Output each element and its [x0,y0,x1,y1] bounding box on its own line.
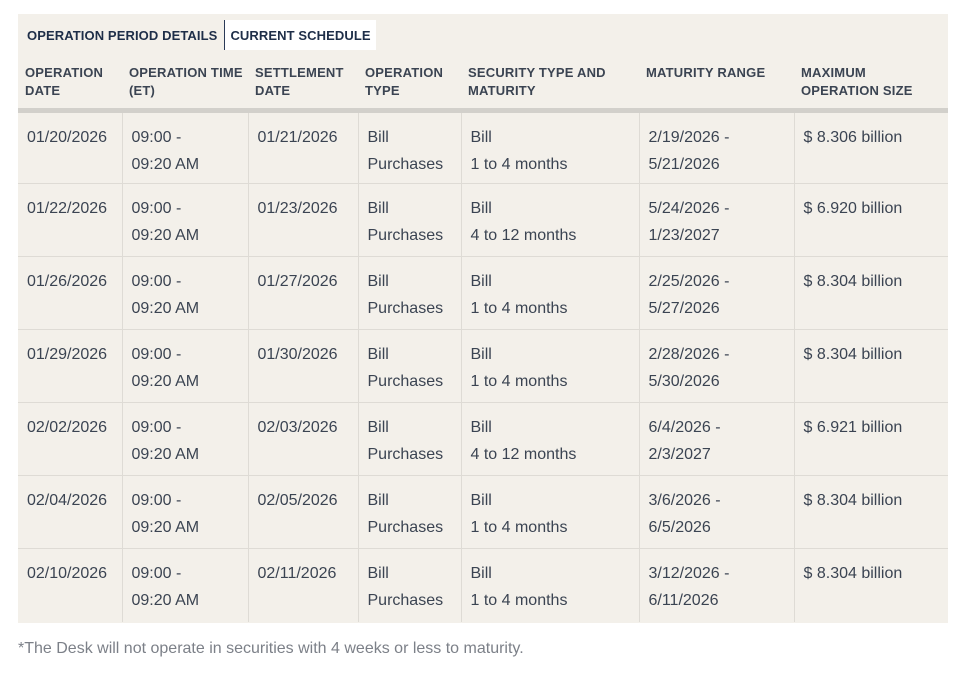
maturity-range-cell [639,403,794,476]
cell-line: Bill [470,273,492,290]
table-row [18,184,948,257]
column-header-line: (ET) [129,83,156,98]
cell-line: 09:00 - [131,200,182,217]
security-cell [461,257,639,330]
operation-date-cell: 02/02/2026 [18,403,122,476]
operation-date-cell: 02/10/2026 [18,549,122,622]
cell-line: 2/3/2027 [648,446,711,463]
security-cell [461,330,639,403]
settlement-date-cell: 01/27/2026 [248,257,358,330]
column-header-settlement-date [248,62,358,111]
cell-line: 09:20 AM [131,156,200,173]
settlement-date-cell: 02/03/2026 [248,403,358,476]
cell-line: 09:00 - [131,419,182,436]
column-header-line: MATURITY RANGE [646,65,766,80]
operation-size-cell: $ 8.304 billion [794,330,948,403]
settlement-date-cell: 01/23/2026 [248,184,358,257]
cell-line: 5/27/2026 [648,300,720,317]
settlement-date-cell: 01/30/2026 [248,330,358,403]
cell-line: 1 to 4 months [470,373,568,390]
column-header-line: SECURITY TYPE AND [468,65,606,80]
operation-time-cell [122,184,248,257]
operation-type-cell [358,330,461,403]
cell-line: Purchases [367,227,444,244]
operation-time-cell [122,403,248,476]
column-header-maturity-range [639,62,794,111]
security-cell [461,476,639,549]
column-header-line: OPERATION SIZE [801,83,913,98]
column-header-line: SETTLEMENT [255,65,344,80]
schedule-table [18,62,948,622]
cell-line: 6/4/2026 - [648,419,721,436]
cell-line: 09:20 AM [131,446,200,463]
cell-line: Bill [470,565,492,582]
cell-line: 09:00 - [131,565,182,582]
security-cell [461,403,639,476]
operation-time-cell [122,257,248,330]
maturity-range-cell [639,257,794,330]
cell-line: 2/19/2026 - [648,129,730,146]
column-header-operation-time [122,62,248,111]
cell-line: 4 to 12 months [470,227,577,244]
cell-line: Bill [367,273,389,290]
operation-time-cell [122,330,248,403]
cell-line: Purchases [367,519,444,536]
cell-line: Purchases [367,446,444,463]
column-header-line: MAXIMUM [801,65,866,80]
cell-line: Purchases [367,373,444,390]
cell-line: 1 to 4 months [470,592,568,609]
cell-line: 6/11/2026 [648,592,719,609]
tab-bar [18,20,376,50]
table-header [18,62,948,111]
column-header-line: DATE [25,83,61,98]
tab-current-schedule[interactable]: CURRENT SCHEDULE [225,20,375,50]
cell-line: Purchases [367,300,444,317]
operation-size-cell: $ 8.306 billion [794,111,948,184]
cell-line: Bill [470,129,492,146]
operation-date-cell: 01/26/2026 [18,257,122,330]
tab-operation-period-details[interactable]: OPERATION PERIOD DETAILS [18,20,225,50]
operation-type-cell [358,476,461,549]
cell-line: Purchases [367,592,444,609]
column-header-line: TYPE [365,83,400,98]
cell-line: 2/28/2026 - [648,346,730,363]
cell-line: 09:20 AM [131,592,200,609]
cell-line: 5/21/2026 [648,156,720,173]
operation-date-cell: 01/29/2026 [18,330,122,403]
column-header-operation-date [18,62,122,111]
column-header-line: OPERATION [25,65,104,80]
operation-type-cell [358,184,461,257]
column-header-line: OPERATION TIME [129,65,243,80]
column-header-operation-type [358,62,461,111]
cell-line: 09:20 AM [131,300,200,317]
operation-type-cell [358,403,461,476]
settlement-date-cell: 01/21/2026 [248,111,358,184]
cell-line: Purchases [367,156,444,173]
cell-line: Bill [367,129,389,146]
operation-date-cell: 02/04/2026 [18,476,122,549]
cell-line: 09:20 AM [131,519,200,536]
operation-time-cell [122,111,248,184]
table-row [18,549,948,622]
maturity-range-cell [639,330,794,403]
table-body [18,111,948,622]
cell-line: Bill [367,200,389,217]
settlement-date-cell: 02/11/2026 [248,549,358,622]
operation-date-cell: 01/22/2026 [18,184,122,257]
column-header-line: OPERATION [365,65,444,80]
operation-date-cell: 01/20/2026 [18,111,122,184]
cell-line: 3/12/2026 - [648,565,730,582]
cell-line: Bill [470,419,492,436]
cell-line: Bill [367,492,389,509]
cell-line: 09:00 - [131,492,182,509]
cell-line: Bill [367,419,389,436]
cell-line: Bill [367,346,389,363]
footnote: *The Desk will not operate in securities with 4 weeks or less to maturity. [18,640,524,657]
operation-time-cell [122,549,248,622]
cell-line: Bill [470,200,492,217]
operation-size-cell: $ 6.920 billion [794,184,948,257]
operation-size-cell: $ 8.304 billion [794,257,948,330]
cell-line: 4 to 12 months [470,446,577,463]
operation-type-cell [358,111,461,184]
operation-size-cell: $ 8.304 billion [794,476,948,549]
maturity-range-cell [639,111,794,184]
table-row [18,476,948,549]
cell-line: Bill [367,565,389,582]
column-header-security-type-maturity [461,62,639,111]
table-row [18,257,948,330]
cell-line: 09:00 - [131,129,182,146]
operation-type-cell [358,549,461,622]
table-row [18,403,948,476]
schedule-panel [18,14,948,623]
cell-line: 09:20 AM [131,373,200,390]
security-cell [461,549,639,622]
cell-line: Bill [470,492,492,509]
operation-size-cell: $ 6.921 billion [794,403,948,476]
cell-line: 1 to 4 months [470,156,568,173]
cell-line: 1 to 4 months [470,300,568,317]
cell-line: 1 to 4 months [470,519,568,536]
header-row [18,62,948,111]
operation-size-cell: $ 8.304 billion [803,565,903,582]
security-cell [461,184,639,257]
cell-line: 5/30/2026 [648,373,720,390]
cell-line: 6/5/2026 [648,519,711,536]
cell-line: 09:00 - [131,273,182,290]
column-header-maximum-operation-size [794,62,948,111]
cell-line: 1/23/2027 [648,227,720,244]
cell-line: 09:20 AM [131,227,200,244]
maturity-range-cell [639,184,794,257]
column-header-line: DATE [255,83,291,98]
table-row [18,111,948,184]
operation-time-cell [122,476,248,549]
maturity-range-cell [639,549,794,622]
cell-line: 3/6/2026 - [648,492,721,509]
cell-line: 2/25/2026 - [648,273,730,290]
column-header-line: MATURITY [468,83,536,98]
cell-line: Bill [470,346,492,363]
maturity-range-cell [639,476,794,549]
operation-type-cell [358,257,461,330]
security-cell [461,111,639,184]
settlement-date-cell: 02/05/2026 [248,476,358,549]
table-row [18,330,948,403]
cell-line: 5/24/2026 - [648,200,730,217]
cell-line: 09:00 - [131,346,182,363]
